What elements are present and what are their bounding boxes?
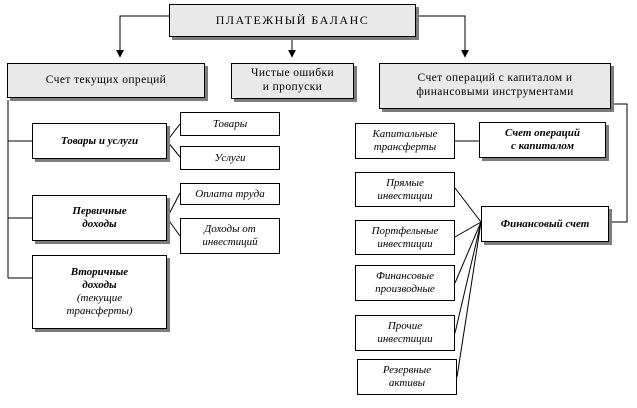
secondary-income-box [32,255,167,329]
link-portfolio-investment [455,222,481,237]
capital-transfers-line-1: Капитальные [372,128,438,141]
direct-investment-box [355,172,455,207]
portfolio-investment-line-2: инвестиции [377,237,433,250]
other-investment-line-1: Прочие [387,320,423,333]
services-label: Услуги [214,151,246,164]
reserve-assets-box [357,359,457,395]
capital-financial-line-1: Счет операций с капиталом и [417,72,573,85]
link-reserve-assets [457,222,481,377]
financial-account-box [481,206,609,242]
goods-services-box [32,123,167,159]
direct-investment-line-2: инвестиции [377,189,433,202]
arrow-to-current-account [120,16,172,57]
primary-income-line-1: Первичные [72,205,127,218]
current-account-box [7,63,205,98]
link-direct-investment [455,188,481,222]
errors-line-1: Чистые ошибки [250,67,335,80]
secondary-income-note-2: трансферты) [66,304,133,317]
investment-income-line-1: Доходы от [204,223,256,236]
other-investment-line-2: инвестиции [377,333,433,345]
current-account-label: Счет текущих опреций [45,73,167,86]
balance-of-payments-title [169,4,416,37]
goods-services-label: Товары и услуги [60,134,139,147]
goods-label: Товары [212,117,248,130]
capital-account-box [479,122,606,158]
financial-derivatives-box [355,265,455,301]
secondary-income-line-1: Вторичные [70,266,129,279]
primary-income-line-2: доходы [82,218,117,230]
reserve-assets-line-2: активы [388,377,426,389]
capital-financial-account-box [379,63,611,109]
capital-account-line-1: Счет операций [504,127,580,140]
capital-transfers-box [355,123,455,159]
link-goods-services-goods [167,124,180,141]
compensation-label: Оплата труда [195,187,265,200]
portfolio-investment-line-1: Портфельные [371,224,439,237]
primary-income-box [32,195,167,241]
financial-account-label: Финансовый счет [500,217,590,230]
other-investment-box [355,315,455,351]
services-box [180,146,280,170]
direct-investment-line-1: Прямые [386,176,424,189]
title-text: ПЛАТЕЖНЫЙ БАЛАНС [215,13,370,28]
investment-income-box [180,218,280,254]
capital-account-line-2: с капиталом [511,140,574,152]
goods-box [180,112,280,136]
secondary-income-line-2: доходы [82,279,117,292]
financial-derivatives-line-2: производные [375,283,435,295]
investment-income-line-2: инвестиций [202,236,258,248]
errors-line-2: и пропуски [262,81,323,93]
capital-financial-line-2: финансовыми инструментами [416,86,574,98]
link-financial-derivatives [455,222,481,283]
capital-transfers-line-2: трансферты [373,141,437,153]
errors-omissions-box [231,63,354,99]
portfolio-investment-box [355,220,455,255]
compensation-box [180,183,280,205]
link-primary-compensation [167,193,180,218]
secondary-income-note-1: (текущие [76,292,123,304]
link-goods-services-services [167,141,180,157]
link-primary-investment-income [167,218,180,236]
reserve-assets-line-1: Резервные [382,364,432,377]
link-financial-account-to-header [609,104,627,222]
financial-derivatives-line-1: Финансовые [376,270,434,283]
arrow-to-capital-financial [415,16,465,57]
link-other-investment [455,222,481,333]
